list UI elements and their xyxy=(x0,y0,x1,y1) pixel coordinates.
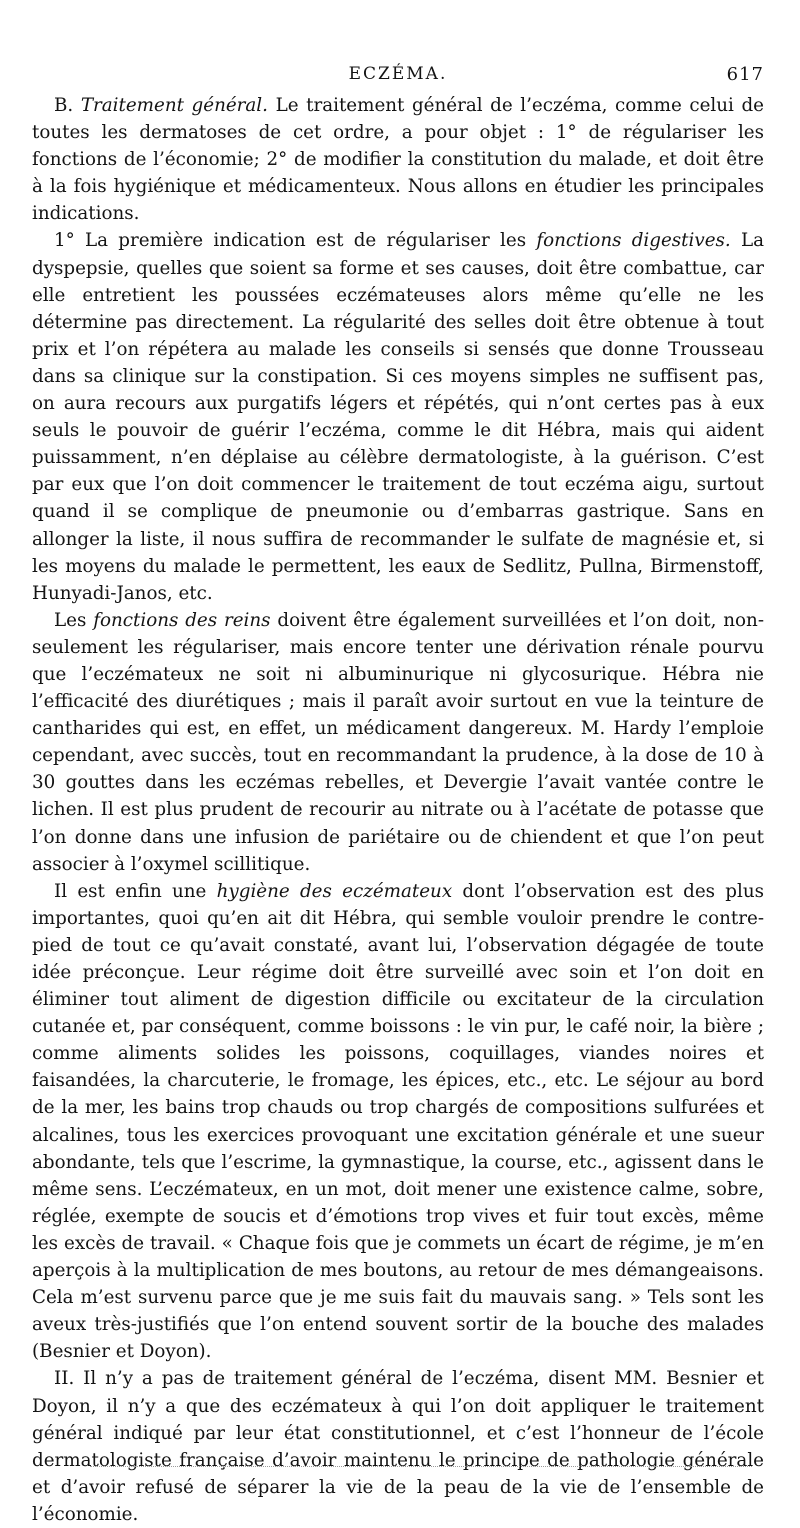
paragraph-section-ii xyxy=(32,1365,764,1528)
emphasis-fonctions-digestives: fonctions digestives. xyxy=(536,230,731,252)
running-header xyxy=(32,64,764,90)
paragraph-hygiene xyxy=(32,878,764,1366)
footer-rule xyxy=(90,1466,752,1467)
paragraph-lead: 1° La première indication est de régulariser les xyxy=(54,230,527,252)
emphasis-fonctions-des-reins: fonctions des reins xyxy=(93,609,271,631)
section-label: B. xyxy=(54,95,74,116)
paragraph-text: La dyspepsie, quelles que soient sa forme et ses causes, doit être combattue, car elle entretient les poussées eczémateuses alors même qu’elle ne les détermine pas directement. La régularité des selles doit être obtenue à tout prix et l’on répétera au malade les conseils si sensés que donne Trousseau dans sa clinique sur la constipation. Si ces moyens simples ne suffisent pas, on aura recours aux purgatifs légers et répétés, qui n’ont certes pas à eux seuls le pouvoir de guérir l’eczéma, comme le dit Hébra, mais qui aident puissamment, n’en déplaise au célèbre dermatologiste, à la guérison. C’est par eux que l’on doit commencer le traitement de tout eczéma aigu, surtout quand il se complique de pneumonie ou d’embarras gastrique. Sans en allonger la liste, il nous suffira de recommander le sulfate de magnésie et, si les moyens du malade le permettent, les eaux de Sedlitz, Pullna, Birmenstoff, Hunyadi-Janos, etc. xyxy=(32,230,764,604)
paragraph-traitement-general xyxy=(32,92,764,227)
paragraph-text: dont l’observation est des plus importantes, quoi qu’en ait dit Hébra, qui semble vouloir prendre le contre-pied de tout ce qu’avait constaté, avant lui, l’observation dégagée de toute idée préconçue. Leur régime doit être surveillé avec soin et l’on doit en éliminer tout aliment de digestion difficile ou excitateur de la circulation cutanée et, par conséquent, comme boissons : le vin pur, le café noir, la bière ; comme aliments solides les poissons, coquillages, viandes noires et faisandées, la charcuterie, le fromage, les épices, etc., etc. Le séjour au bord de la mer, les bains trop chauds ou trop chargés de compositions sulfurées et alcalines, tous les exercices provoquant une excitation générale et une sueur abondante, tels que l’escrime, la gymnastique, la course, etc., agissent dans le même sens. L’eczémateux, en un mot, doit mener une existence calme, sobre, réglée, exempte de soucis et d’émotions trop vives et fuir tout excès, même les excès de travail. « Chaque fois que je commets un écart de régime, je m’en aperçois à la multiplication de mes boutons, au retour de mes démangeaisons. Cela m’est survenu parce que je me suis fait du mauvais sang. » Tels sont les aveux très-justifiés que l’on entend souvent sortir de la bouche des malades (Besnier et Doyon). xyxy=(32,880,764,1363)
running-title: ECZÉMA. xyxy=(348,64,448,84)
page-number: 617 xyxy=(726,64,764,85)
paragraph-lead: Les xyxy=(54,609,87,631)
paragraph-fonctions-digestives xyxy=(32,227,764,606)
paragraph-text: doivent être également surveillées et l’on doit, non-seulement les régulariser, mais encore tenter une dérivation rénale pourvu que l’eczémateux ne soit ni albuminurique ni glycosurique. Hébra nie l’efficacité des diurétiques ; mais il paraît avoir surtout en vue la teinture de cantharides qui est, en effet, un médicament dangereux. M. Hardy l’emploie cependant, avec succès, tout en recommandant la prudence, à la dose de 10 à 30 gouttes dans les eczémas rebelles, et Devergie l’avait vantée contre le lichen. Il est plus prudent de recourir au nitrate ou à l’acétate de potasse que l’on donne dans une infusion de pariétaire ou de chiendent et que l’on peut associer à l’oxymel scillitique. xyxy=(32,609,765,875)
paragraph-lead: Il est enfin une xyxy=(54,880,207,902)
section-title: Traitement général. xyxy=(80,95,268,116)
paragraph-text: Le traitement général de l’eczéma, comme celui de toutes les dermatoses de cet ordre, a pour objet : 1° de régulariser les fonctions de l’économie; 2° de modifier la constitution du malade, et doit être à la fois hygiénique et médicamenteux. Nous allons en étudier les principales indications. xyxy=(32,95,765,225)
paragraph-fonctions-des-reins xyxy=(32,607,764,878)
paragraph-text: II. Il n’y a pas de traitement général de l’eczéma, disent MM. Besnier et Doyon, il n’y a que des eczémateux à qui l’on doit appliquer le traitement général indiqué par leur état constitutionnel, et c’est l’honneur de l’école dermatologiste française d’avoir maintenu le principe de pathologie générale et d’avoir refusé de séparer la vie de la peau de la vie de l’ensemble de l’économie. xyxy=(32,1368,764,1525)
emphasis-hygiene-des-eczemateux: hygiène des eczémateux xyxy=(216,880,453,902)
body-text xyxy=(32,92,764,1528)
